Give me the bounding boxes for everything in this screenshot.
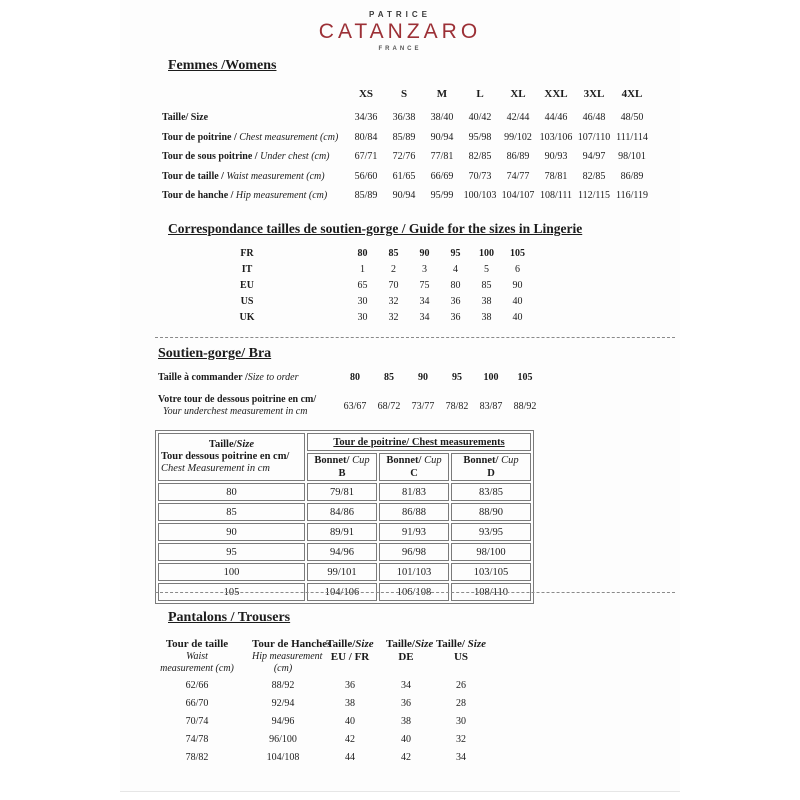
value-cell: 78/82: [445, 400, 469, 412]
row-label: [162, 151, 347, 162]
trousers-header-row: [142, 638, 702, 675]
bra-size-row: [158, 372, 718, 394]
cup-header-cell: [307, 453, 377, 481]
value-cell: 30: [357, 312, 368, 324]
value-cell: 66/70: [185, 698, 209, 709]
trousers-data-row: [142, 698, 702, 716]
trousers-header-cell: [314, 638, 386, 663]
value-cell: 95: [450, 248, 461, 259]
value-cell: 94/96: [307, 543, 377, 561]
value-cell: 107/110: [577, 131, 611, 143]
corner-title: [161, 439, 302, 451]
corner-line2: Tour dessous poitrine en cm/: [161, 451, 290, 462]
value-cell: 80: [350, 372, 360, 383]
value-cell: 100: [158, 563, 305, 581]
value-cell: 95: [452, 372, 462, 383]
womens-section-heading: Femmes /Womens: [168, 58, 277, 73]
value-cell: 32: [456, 734, 466, 745]
size-header-cell: XL: [510, 88, 526, 100]
value-cell: 32: [388, 296, 399, 308]
value-cell: 108/111: [539, 190, 573, 201]
value-cell: 38: [345, 698, 355, 709]
corner-title-en: Size: [236, 439, 255, 450]
trousers-header-region: DE: [398, 651, 414, 663]
country-label: IT: [241, 264, 253, 276]
value-cell: 34/36: [354, 112, 378, 123]
value-cell: 90: [419, 248, 430, 259]
value-cell: 56/60: [354, 170, 378, 182]
dashed-separator-top: [155, 337, 675, 338]
trousers-header-fr-part: Taille/: [326, 638, 356, 650]
value-cell: 105: [158, 583, 305, 601]
value-cell: 99/101: [307, 563, 377, 581]
value-cell: 91/93: [379, 523, 449, 541]
value-cell: 74/77: [506, 170, 530, 182]
value-cell: 62/66: [185, 680, 209, 691]
row-label-fr: Taille/ Size: [162, 112, 209, 123]
row-label-en: Hip measurement (cm): [235, 190, 328, 201]
womens-measure-row: [162, 171, 722, 191]
value-cell: 42/44: [506, 112, 530, 123]
trousers-header-cell: [252, 638, 332, 675]
trousers-header-region: EU / FR: [330, 651, 370, 663]
value-cell: 40: [512, 312, 523, 324]
country-label: EU: [240, 280, 254, 292]
value-cell: 78/81: [544, 170, 568, 182]
value-cell: 48/50: [620, 112, 644, 123]
cup-label-fr: Bonnet/: [386, 455, 425, 466]
value-cell: 93/95: [451, 523, 531, 541]
value-cell: 86/88: [379, 503, 449, 521]
value-cell: 28: [456, 698, 466, 709]
row-label: [158, 394, 338, 418]
value-cell: 90/94: [392, 190, 416, 201]
bra-order-table: [158, 372, 718, 418]
value-cell: 38/40: [430, 112, 454, 123]
womens-measure-row: [162, 190, 722, 210]
row-label-fr: Tour de hanche /: [162, 190, 236, 201]
country-label: UK: [239, 312, 255, 324]
value-cell: 95/98: [468, 131, 492, 143]
cup-data-row: [158, 503, 531, 521]
value-cell: 94/96: [271, 716, 295, 727]
value-cell: 103/106: [539, 131, 573, 143]
value-cell: 26: [456, 680, 466, 691]
row-label-fr: Tour de poitrine /: [162, 131, 240, 143]
value-cell: 36: [401, 698, 411, 709]
value-cell: 85/89: [354, 190, 378, 201]
value-cell: 100/103: [463, 190, 497, 201]
lingerie-section-heading: Correspondance tailles de soutien-gorge / Guide for the sizes in Lingerie: [168, 221, 583, 236]
value-cell: 92/94: [271, 698, 295, 709]
lingerie-row: [162, 312, 722, 328]
brand-logo: [120, 10, 680, 52]
value-cell: 89/91: [307, 523, 377, 541]
trousers-header-size-part: Size: [414, 638, 434, 650]
value-cell: 1: [360, 264, 365, 276]
value-cell: 65: [357, 280, 368, 292]
bra-section-heading: Soutien-gorge/ Bra: [158, 346, 272, 361]
value-cell: 75: [419, 280, 430, 292]
value-cell: 4: [453, 264, 458, 276]
value-cell: 112/115: [577, 190, 611, 201]
womens-measure-row: [162, 112, 722, 132]
trousers-size-table: [142, 638, 702, 770]
trousers-header-en: Hip measurement: [252, 651, 323, 662]
cup-label-fr: Bonnet/: [314, 455, 353, 466]
value-cell: 90: [512, 280, 523, 292]
trousers-header-fr: Tour de Hanches: [252, 638, 332, 650]
cup-letter: B: [338, 468, 346, 479]
row-label: [162, 190, 347, 201]
trousers-header-fr-part: Taille/: [435, 638, 468, 650]
corner-line3: Chest Measurement in cm: [161, 463, 270, 474]
value-cell: 108/110: [451, 583, 531, 601]
trousers-header-cell: [386, 638, 434, 663]
lingerie-row: [162, 280, 722, 296]
value-cell: 36: [450, 312, 461, 324]
size-header-cell: L: [476, 88, 484, 100]
cup-data-row: [158, 483, 531, 501]
row-label-en: Size to order: [247, 372, 299, 383]
value-cell: 85/89: [392, 131, 416, 143]
trousers-header-fr: [386, 638, 434, 651]
brand-name-main: CATANZARO: [318, 20, 482, 43]
value-cell: 103/105: [451, 563, 531, 581]
trousers-header-fr: Tour de taille: [165, 638, 229, 650]
value-cell: 42: [345, 734, 355, 745]
value-cell: 77/81: [430, 151, 454, 162]
womens-size-header-row: [162, 88, 722, 112]
row-label-en: Under chest (cm): [260, 151, 330, 162]
cup-data-row: [158, 563, 531, 581]
value-cell: 90: [418, 372, 428, 383]
cup-label-en: Cup: [352, 455, 370, 466]
size-header-cell: S: [400, 88, 408, 100]
value-cell: 104/108: [266, 752, 300, 763]
value-cell: 80/84: [354, 131, 378, 143]
value-cell: 61/65: [392, 170, 416, 182]
value-cell: 82/85: [582, 170, 606, 182]
value-cell: 40/42: [468, 112, 492, 123]
row-label-fr: Votre tour de dessous poitrine en cm/: [158, 394, 317, 405]
row-label-fr: Tour de sous poitrine /: [162, 151, 261, 162]
cup-measurement-table-wrap: [155, 430, 715, 604]
brand-country: FRANCE: [378, 46, 422, 52]
row-label-fr: Tour de taille /: [162, 170, 227, 182]
value-cell: 80: [158, 483, 305, 501]
value-cell: 32: [388, 312, 399, 324]
bra-underchest-row: [158, 394, 718, 418]
value-cell: 82/85: [468, 151, 492, 162]
cup-table-corner-cell: [158, 433, 305, 481]
value-cell: 70/74: [185, 716, 209, 727]
value-cell: 84/86: [307, 503, 377, 521]
trousers-header-region: US: [453, 651, 469, 663]
womens-measure-row: [162, 132, 722, 152]
value-cell: 96/100: [269, 734, 297, 745]
cup-data-row: [158, 523, 531, 541]
trousers-section-heading: Pantalons / Trousers: [168, 610, 291, 625]
row-label-en: Chest measurement (cm): [239, 131, 339, 143]
value-cell: 67/71: [354, 151, 378, 162]
trousers-header-fr-part: Taille/: [386, 638, 415, 650]
value-cell: 5: [484, 264, 489, 276]
value-cell: 81/83: [379, 483, 449, 501]
value-cell: 70/73: [468, 170, 492, 182]
size-header-cell: 3XL: [583, 88, 605, 100]
trousers-data-row: [142, 752, 702, 770]
value-cell: 44/46: [544, 112, 568, 123]
cup-label-en: Cup: [424, 455, 442, 466]
size-header-cell: XXL: [544, 88, 568, 100]
value-cell: 85: [388, 248, 399, 259]
trousers-header-fr: [426, 638, 496, 651]
value-cell: 72/76: [392, 151, 416, 162]
value-cell: 73/77: [411, 400, 435, 412]
value-cell: 38: [401, 716, 411, 727]
value-cell: 34: [401, 680, 411, 691]
trousers-data-rows: [142, 680, 702, 770]
cup-data-row: [158, 543, 531, 561]
row-label: [162, 132, 347, 143]
value-cell: 38: [481, 296, 492, 308]
cup-letter: D: [487, 468, 495, 479]
value-cell: 95/99: [430, 190, 454, 201]
value-cell: 42: [401, 752, 411, 763]
value-cell: 34: [419, 296, 430, 308]
size-header-cell: M: [436, 88, 448, 100]
value-cell: 98/100: [451, 543, 531, 561]
value-cell: 36/38: [392, 112, 416, 123]
value-cell: 30: [357, 296, 368, 308]
value-cell: 105: [510, 248, 525, 259]
trousers-header-size-part: Size: [355, 638, 374, 650]
value-cell: 3: [422, 264, 427, 276]
trousers-header-en: Waist: [186, 651, 208, 662]
row-label: [162, 112, 347, 123]
trousers-header-cell: [426, 638, 496, 663]
trousers-data-row: [142, 734, 702, 752]
value-cell: 80: [357, 248, 368, 259]
value-cell: 98/101: [618, 151, 646, 162]
value-cell: 80: [450, 280, 461, 292]
value-cell: 90/93: [544, 151, 568, 162]
trousers-header-en2: measurement (cm): [160, 663, 234, 674]
lingerie-conversion-table: [162, 248, 722, 328]
country-label: US: [240, 296, 254, 308]
womens-size-table: [162, 88, 722, 210]
lingerie-row: [162, 264, 722, 280]
value-cell: 99/102: [504, 131, 532, 143]
value-cell: 101/103: [379, 563, 449, 581]
value-cell: 85: [481, 280, 492, 292]
value-cell: 104/106: [307, 583, 377, 601]
value-cell: 46/48: [582, 112, 606, 123]
value-cell: 78/82: [185, 752, 209, 763]
value-cell: 95: [158, 543, 305, 561]
size-header-cell: XS: [358, 88, 374, 100]
value-cell: 86/89: [506, 151, 530, 162]
value-cell: 106/108: [379, 583, 449, 601]
value-cell: 90: [158, 523, 305, 541]
value-cell: 88/92: [271, 680, 295, 691]
value-cell: 85: [384, 372, 394, 383]
value-cell: 79/81: [307, 483, 377, 501]
chest-measurements-header: Tour de poitrine/ Chest measurements: [307, 433, 531, 451]
cup-header-cell: [379, 453, 449, 481]
size-header-cell: 4XL: [621, 88, 643, 100]
value-cell: 111/114: [616, 131, 648, 143]
dashed-separator-bottom: [155, 592, 675, 593]
value-cell: 83/85: [451, 483, 531, 501]
trousers-header-cell: [142, 638, 252, 675]
cup-letter: C: [410, 468, 418, 479]
lingerie-row: [162, 296, 722, 312]
value-cell: 105: [517, 372, 533, 383]
value-cell: 68/72: [377, 400, 401, 412]
value-cell: 40: [401, 734, 411, 745]
value-cell: 36: [450, 296, 461, 308]
trousers-data-row: [142, 716, 702, 734]
row-label-en: Your underchest measurement in cm: [163, 406, 308, 417]
trousers-header-size-part: Size: [467, 638, 487, 650]
value-cell: 94/97: [582, 151, 606, 162]
value-cell: 116/119: [615, 190, 649, 201]
cup-label-en: Cup: [501, 455, 519, 466]
trousers-data-row: [142, 680, 702, 698]
cup-table-header-row-1: [158, 433, 531, 451]
row-label: [162, 171, 347, 182]
value-cell: 104/107: [501, 190, 535, 201]
cup-measurement-table: [155, 430, 534, 604]
value-cell: 2: [391, 264, 396, 276]
value-cell: 96/98: [379, 543, 449, 561]
value-cell: 40: [345, 716, 355, 727]
value-cell: 83/87: [479, 400, 503, 412]
value-cell: 6: [515, 264, 520, 276]
value-cell: 85: [158, 503, 305, 521]
row-label-fr: Taille à commander /: [158, 372, 248, 383]
value-cell: 88/92: [513, 400, 537, 412]
row-label-en: Waist measurement (cm): [226, 170, 325, 182]
cup-label-fr: Bonnet/: [463, 455, 502, 466]
value-cell: 66/69: [430, 170, 454, 182]
trousers-header-en2: (cm): [273, 663, 293, 674]
value-cell: 100: [483, 372, 499, 383]
value-cell: 88/90: [451, 503, 531, 521]
value-cell: 70: [388, 280, 399, 292]
value-cell: 86/89: [620, 170, 644, 182]
lingerie-row: [162, 248, 722, 264]
value-cell: 30: [456, 716, 466, 727]
cup-header-cell: [451, 453, 531, 481]
row-label: [158, 372, 338, 383]
value-cell: 44: [345, 752, 355, 763]
corner-title-fr: Taille/: [208, 439, 237, 450]
value-cell: 34: [456, 752, 466, 763]
brand-name-top: PATRICE: [369, 10, 431, 19]
value-cell: 74/78: [185, 734, 209, 745]
value-cell: 63/67: [343, 400, 367, 412]
value-cell: 90/94: [430, 131, 454, 143]
size-chart-page: [120, 0, 680, 792]
value-cell: 38: [481, 312, 492, 324]
womens-measure-row: [162, 151, 722, 171]
value-cell: 36: [345, 680, 355, 691]
trousers-header-fr: [314, 638, 386, 651]
value-cell: 100: [479, 248, 494, 259]
value-cell: 34: [419, 312, 430, 324]
value-cell: 40: [512, 296, 523, 308]
country-label: FR: [240, 248, 254, 259]
